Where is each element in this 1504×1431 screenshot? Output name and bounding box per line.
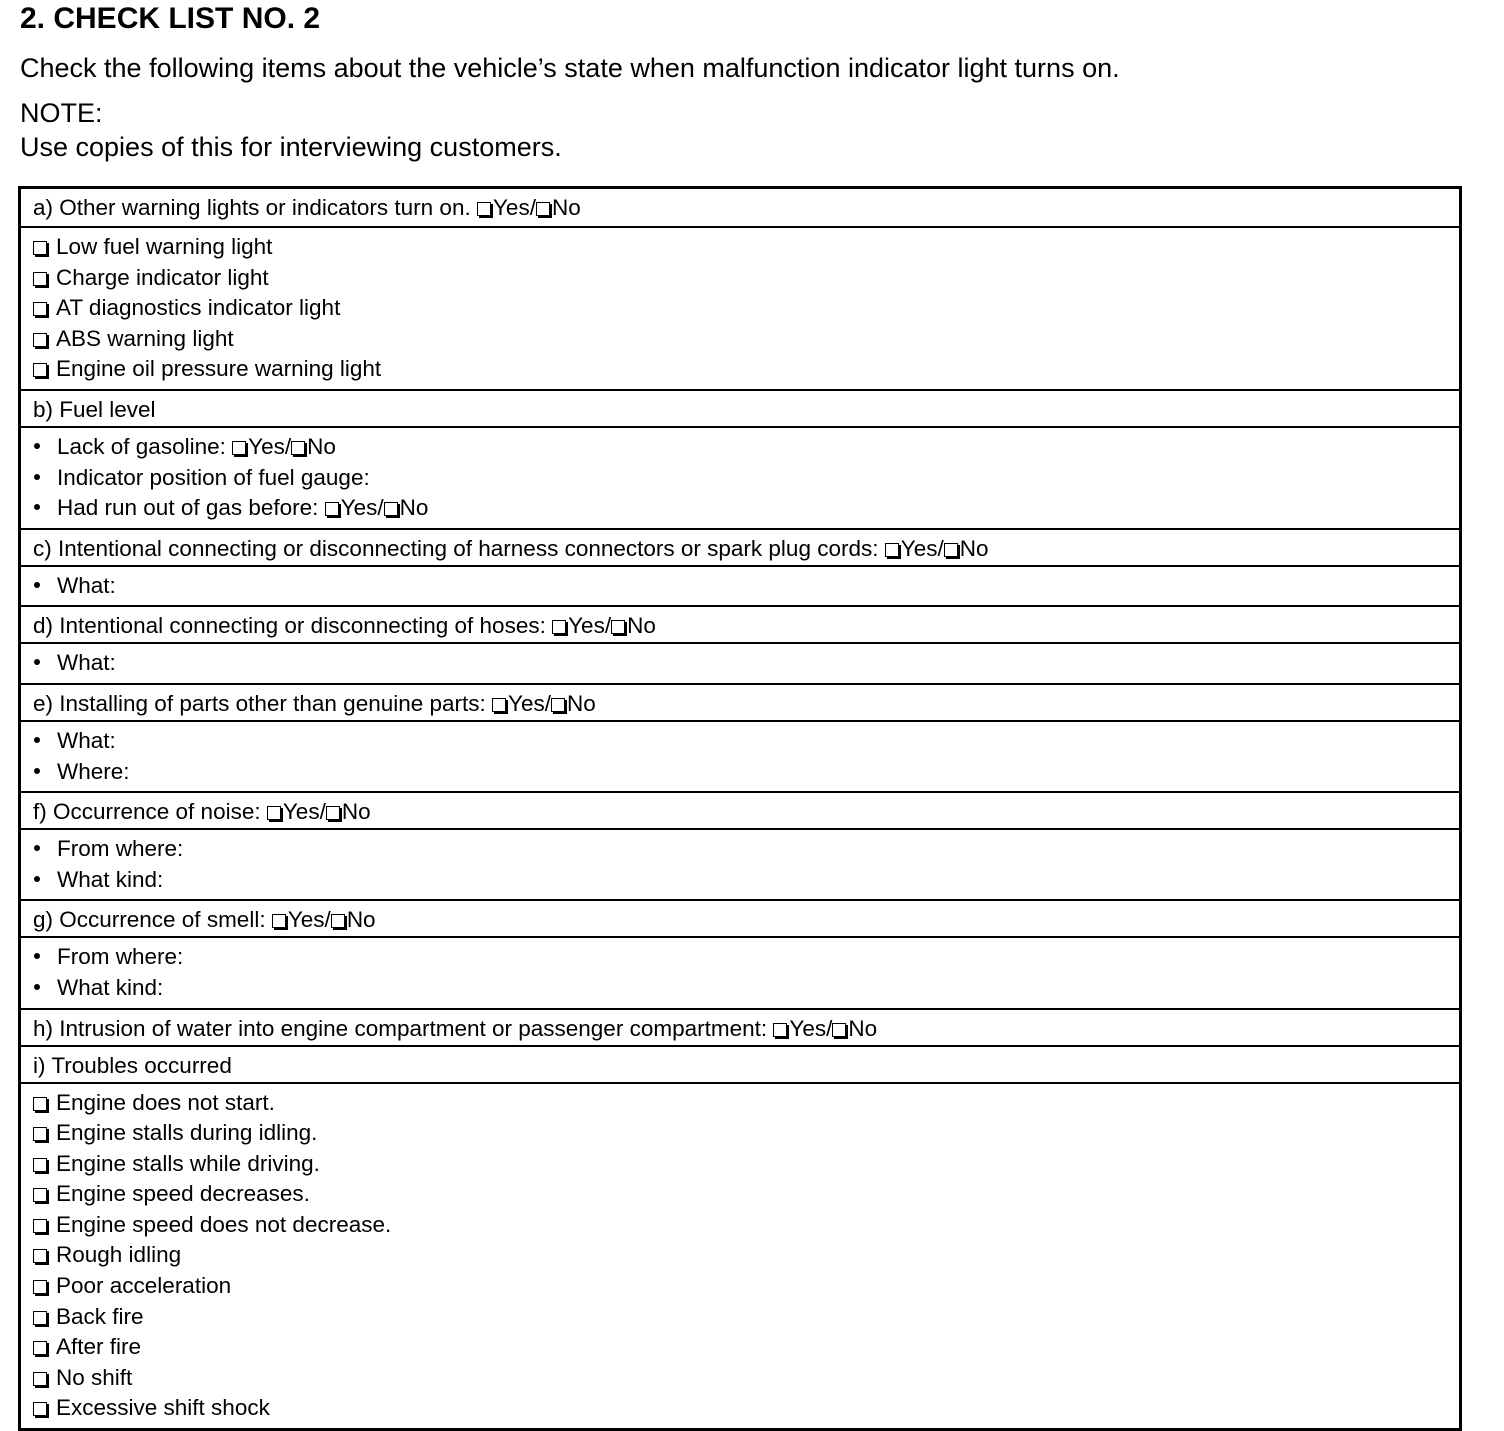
bullet-item — [33, 726, 1459, 757]
section-h-title: h) Intrusion of water into engine compartment or passenger compartment: — [33, 1015, 768, 1041]
item-label: Engine does not start. — [56, 1089, 275, 1115]
checklist-item — [33, 1179, 1459, 1210]
section-c-title: c) Intentional connecting or disconnecting of harness connectors or spark plug cords: — [33, 535, 879, 561]
bullet-item — [33, 432, 1459, 463]
no-label: No — [567, 690, 596, 716]
checklist-item — [33, 1118, 1459, 1149]
bullet-item — [33, 757, 1459, 788]
checklist-item — [33, 1332, 1459, 1363]
yes-checkbox[interactable] — [552, 620, 566, 634]
section-e-title: e) Installing of parts other than genuine parts: — [33, 690, 486, 716]
yes-no-choice — [272, 907, 376, 932]
item-checkbox[interactable] — [33, 302, 47, 316]
section-a-title: a) Other warning lights or indicators turn on. — [33, 195, 471, 220]
yes-label: Yes/ — [282, 799, 326, 825]
bullet-label: Where: — [57, 758, 130, 784]
checklist-item — [33, 1302, 1459, 1333]
bullet-item — [33, 648, 1459, 679]
checklist-item — [33, 354, 1459, 385]
section-b-title: b) Fuel level — [33, 396, 156, 422]
bullet-label: Had run out of gas before: — [57, 495, 319, 521]
item-label: AT diagnostics indicator light — [56, 295, 341, 321]
section-c-items — [21, 565, 1459, 606]
bullet-icon — [33, 648, 57, 679]
item-label: No shift — [56, 1364, 133, 1390]
yes-checkbox[interactable] — [267, 806, 281, 820]
item-checkbox[interactable] — [33, 1311, 47, 1325]
section-e-items — [21, 720, 1459, 791]
yes-no-choice — [885, 536, 989, 561]
section-c-header — [21, 528, 1459, 565]
no-checkbox[interactable] — [944, 543, 958, 557]
section-g-title: g) Occurrence of smell: — [33, 907, 266, 933]
section-b-items — [21, 426, 1459, 528]
yes-label: Yes/ — [568, 613, 612, 639]
section-i-title: i) Troubles occurred — [33, 1052, 232, 1078]
checklist-item — [33, 1088, 1459, 1119]
bullet-icon — [33, 493, 57, 524]
bullet-label: What: — [57, 572, 116, 598]
yes-checkbox[interactable] — [885, 543, 899, 557]
section-e-header — [21, 683, 1459, 720]
yes-no-choice — [267, 799, 371, 824]
section-a-items — [21, 226, 1459, 389]
no-checkbox[interactable] — [536, 202, 550, 216]
bullet-icon — [33, 973, 57, 1004]
yes-no-choice — [773, 1016, 877, 1041]
yes-no-choice — [232, 434, 336, 459]
yes-checkbox[interactable] — [232, 441, 246, 455]
checklist-item — [33, 1149, 1459, 1180]
bullet-label: From where: — [57, 836, 184, 862]
bullet-icon — [33, 757, 57, 788]
item-label: Engine speed decreases. — [56, 1181, 310, 1207]
bullet-item — [33, 973, 1459, 1004]
item-checkbox[interactable] — [33, 1372, 47, 1386]
section-a-header — [21, 189, 1459, 226]
yes-label: Yes/ — [900, 535, 944, 561]
yes-checkbox[interactable] — [773, 1023, 787, 1037]
bullet-label: What kind: — [57, 974, 164, 1000]
item-checkbox[interactable] — [33, 1402, 47, 1416]
checklist-item — [33, 263, 1459, 294]
item-label: After fire — [56, 1334, 142, 1360]
item-label: Poor acceleration — [56, 1273, 232, 1299]
yes-label: Yes/ — [287, 907, 331, 933]
item-label: Rough idling — [56, 1242, 182, 1268]
item-label: Charge indicator light — [56, 264, 269, 290]
item-checkbox[interactable] — [33, 241, 47, 255]
no-label: No — [346, 907, 376, 933]
section-h-header — [21, 1008, 1459, 1045]
bullet-label: Indicator position of fuel gauge: — [57, 464, 370, 490]
bullet-icon — [33, 432, 57, 463]
note-text: Use copies of this for interviewing customers. — [20, 132, 562, 162]
checklist-item — [33, 324, 1459, 355]
checklist-item — [33, 1393, 1459, 1424]
no-label: No — [848, 1015, 878, 1041]
item-checkbox[interactable] — [33, 1280, 47, 1294]
yes-no-choice — [325, 495, 429, 520]
yes-no-choice — [492, 691, 596, 716]
item-checkbox[interactable] — [33, 1249, 47, 1263]
item-label: Excessive shift shock — [56, 1395, 270, 1421]
yes-no-choice — [552, 613, 656, 638]
item-checkbox[interactable] — [33, 333, 47, 347]
item-label: Engine stalls during idling. — [56, 1120, 318, 1146]
yes-label: Yes/ — [248, 433, 292, 459]
yes-checkbox[interactable] — [492, 698, 506, 712]
no-checkbox[interactable] — [291, 441, 305, 455]
bullet-label: From where: — [57, 944, 184, 970]
checklist-item — [33, 293, 1459, 324]
section-f-header — [21, 791, 1459, 828]
item-label: Engine speed does not decrease. — [56, 1211, 392, 1237]
bullet-item — [33, 865, 1459, 896]
no-label: No — [959, 535, 989, 561]
page-title: 2. CHECK LIST NO. 2 — [20, 2, 321, 35]
bullet-icon — [33, 463, 57, 494]
bullet-icon — [33, 942, 57, 973]
item-label: Low fuel warning light — [56, 234, 273, 259]
bullet-item — [33, 942, 1459, 973]
item-checkbox[interactable] — [33, 272, 47, 286]
item-label: ABS warning light — [56, 325, 234, 351]
bullet-label: Lack of gasoline: — [57, 433, 226, 459]
no-label: No — [627, 613, 656, 639]
yes-checkbox[interactable] — [477, 202, 491, 216]
checklist-item — [33, 1210, 1459, 1241]
bullet-icon — [33, 571, 57, 602]
bullet-item — [33, 463, 1459, 494]
section-f-items — [21, 828, 1459, 899]
no-checkbox[interactable] — [832, 1023, 846, 1037]
no-checkbox[interactable] — [326, 806, 340, 820]
intro-text: Check the following items about the vehicle’s state when malfunction indicator light turns on. — [20, 53, 1120, 83]
no-checkbox[interactable] — [331, 914, 345, 928]
bullet-item — [33, 834, 1459, 865]
no-checkbox[interactable] — [551, 698, 565, 712]
no-checkbox[interactable] — [611, 620, 625, 634]
section-g-header — [21, 899, 1459, 936]
no-label: No — [341, 799, 371, 825]
no-checkbox[interactable] — [384, 502, 398, 516]
yes-no-choice — [477, 195, 581, 220]
item-label: Engine stalls while driving. — [56, 1150, 320, 1176]
item-checkbox[interactable] — [33, 363, 47, 377]
item-checkbox[interactable] — [33, 1219, 47, 1233]
no-label: No — [551, 195, 581, 220]
section-i-items — [21, 1082, 1459, 1429]
no-label: No — [399, 495, 429, 521]
section-i-header — [21, 1045, 1459, 1082]
bullet-item — [33, 493, 1459, 524]
item-checkbox[interactable] — [33, 1188, 47, 1202]
section-d-header — [21, 605, 1459, 642]
item-label: Engine oil pressure warning light — [56, 356, 382, 382]
section-d-items — [21, 642, 1459, 683]
note-label: NOTE: — [20, 98, 103, 128]
checklist-item — [33, 1363, 1459, 1394]
item-checkbox[interactable] — [33, 1341, 47, 1355]
checklist-table — [18, 186, 1462, 1431]
section-f-title: f) Occurrence of noise: — [33, 799, 261, 825]
section-d-title: d) Intentional connecting or disconnecting of hoses: — [33, 613, 546, 639]
bullet-icon — [33, 726, 57, 757]
checklist-item — [33, 232, 1459, 263]
bullet-item — [33, 571, 1459, 602]
bullet-icon — [33, 865, 57, 896]
item-checkbox[interactable] — [33, 1097, 47, 1111]
section-b-header — [21, 389, 1459, 426]
bullet-icon — [33, 834, 57, 865]
no-label: No — [307, 433, 336, 459]
item-checkbox[interactable] — [33, 1127, 47, 1141]
yes-checkbox[interactable] — [272, 914, 286, 928]
section-g-items — [21, 936, 1459, 1007]
yes-label: Yes/ — [508, 690, 552, 716]
checklist-item — [33, 1240, 1459, 1271]
item-label: Back fire — [56, 1303, 144, 1329]
checklist-item — [33, 1271, 1459, 1302]
yes-label: Yes/ — [492, 195, 536, 220]
yes-label: Yes/ — [340, 495, 384, 521]
bullet-label: What: — [57, 727, 116, 753]
yes-checkbox[interactable] — [325, 502, 339, 516]
bullet-label: What kind: — [57, 866, 164, 892]
yes-label: Yes/ — [789, 1015, 833, 1041]
item-checkbox[interactable] — [33, 1158, 47, 1172]
bullet-label: What: — [57, 650, 116, 676]
